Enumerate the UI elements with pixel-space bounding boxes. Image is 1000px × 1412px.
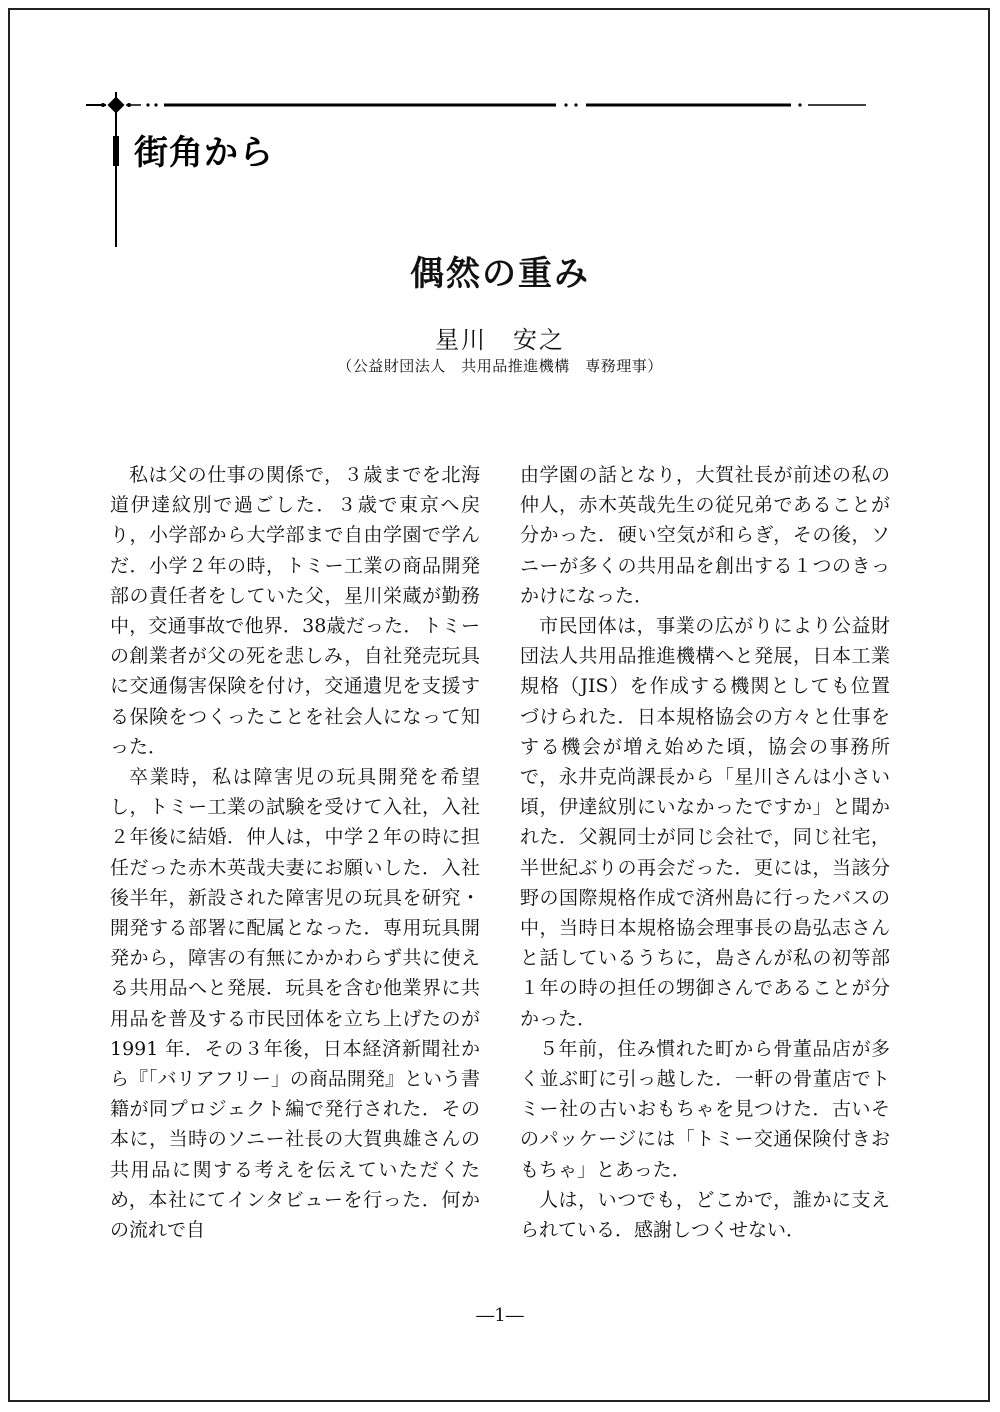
- paragraph: 人は，いつでも，どこかで，誰かに支えられている．感謝しつくせない．: [520, 1188, 890, 1242]
- paragraph: 私は父の仕事の関係で，３歳までを北海道伊達紋別で過ごした．３歳で東京へ戻り，小学部から大学部まで自由学園で学んだ．小学２年の時，トミー工業の商品開発部の責任者をしていた父，星川栄蔵が勤務中，交通事故で他界．38歳だった．トミーの創業者が父の死を悲しみ，自社発売玩具に交通傷害保険を付け，交通遺児を支援する保険をつくったことを社会人になって知った．: [110, 464, 480, 758]
- section-label: 街角から: [134, 133, 274, 173]
- paragraph: 卒業時，私は障害児の玩具開発を希望し，トミー工業の試験を受けて入社，入社２年後に結婚．仲人は，中学２年の時に担任だった赤木英哉夫妻にお願いした．入社後半年，新設された障害児の玩具を研究・開発する部署に配属となった．専用玩具開発から，障害の有無にかかわらず共に使える共用品へと発展．玩具を含む他業界に共用品を普及する市民団体を立ち上げたのが1991 年．その３年後，日本経済新聞社から『「バリアフリー」の商品開発』という書籍が同プロジェクト編で発行された．その本に，当時のソニー社長の大賀典雄さんの共用品に関する考えを伝えていただくため，本社にてインタビューを行った．何かの流れで自: [110, 766, 480, 1242]
- page-number: ―1―: [476, 1305, 524, 1326]
- author-affiliation: （公益財団法人 共用品推進機構 専務理事）: [337, 357, 663, 375]
- author-name: 星川 安之: [435, 326, 565, 354]
- body-column-right: [520, 460, 890, 1245]
- article-title: 偶然の重み: [410, 254, 590, 294]
- body-column-left: [110, 460, 480, 1245]
- paragraph: 市民団体は，事業の広がりにより公益財団法人共用品推進機構へと発展，日本工業規格（JIS）を作成する機関としても位置づけられた．日本規格協会の方々と仕事をする機会が増え始めた頃，協会の事務所で，永井克尚課長から「星川さんは小さい頃，伊達紋別にいなかったですか」と聞かれた．父親同士が同じ会社で，同じ社宅，半世紀ぶりの再会だった．更には，当該分野の国際規格作成で済州島に行ったバスの中，当時日本規格協会理事長の島弘志さんと話しているうちに，島さんが私の初等部１年の時の担任の甥御さんであることが分かった．: [520, 615, 890, 1030]
- paragraph: ５年前，住み慣れた町から骨董品店が多く並ぶ町に引っ越した．一軒の骨董店でトミー社の古いおもちゃを見つけた．古いそのパッケージには「トミー交通保険付きおもちゃ」とあった．: [520, 1037, 890, 1181]
- paragraph: 由学園の話となり，大賀社長が前述の私の仲人，赤木英哉先生の従兄弟であることが分かった．硬い空気が和らぎ，その後，ソニーが多くの共用品を創出する１つのきっかけになった．: [520, 464, 890, 607]
